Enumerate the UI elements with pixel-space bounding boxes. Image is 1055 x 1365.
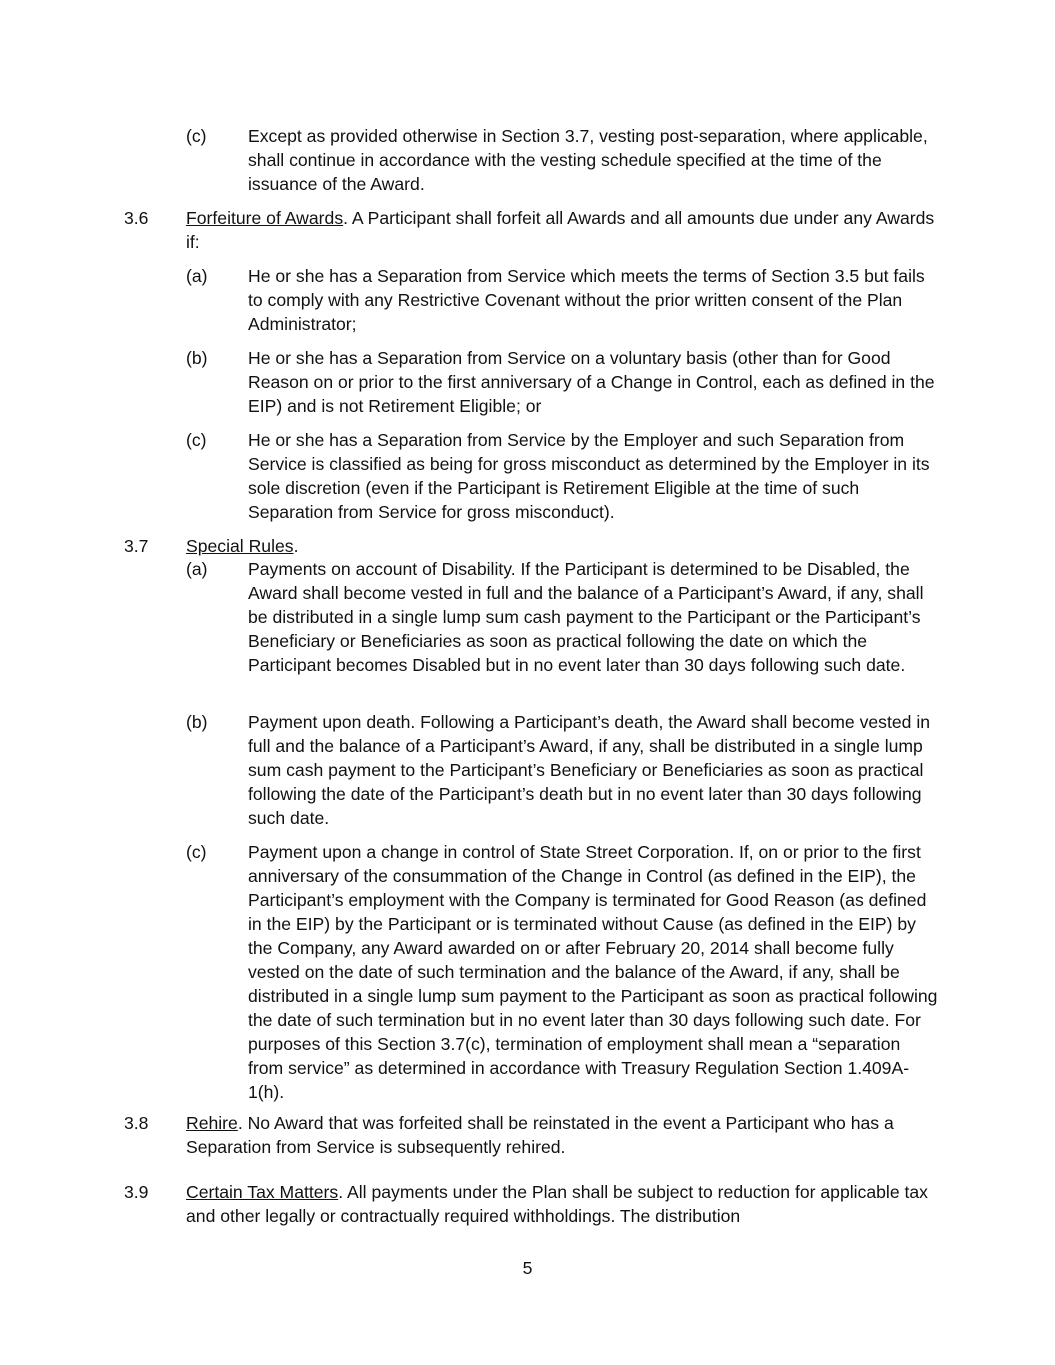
- section-text: [186, 534, 936, 558]
- clause-text: He or she has a Separation from Service which meets the terms of Section 3.5 but fails to comply with any Restrictive Covenant without the prior written consent of the Plan Administrator;: [248, 266, 925, 334]
- section-body: . All payments under the Plan shall be subject to reduction for applicable tax and other legally or contractually required withholdings. The distribution: [186, 1182, 928, 1226]
- section-text: [186, 1180, 936, 1228]
- section-number: 3.9: [124, 1182, 149, 1202]
- clause-label: (c): [186, 842, 207, 862]
- section-text: [186, 206, 936, 254]
- clause-text: He or she has a Separation from Service by the Employer and such Separation from Service is classified as being for gross misconduct as determined by the Employer in its sole discretion (even if the Participant is Retirement Eligible at the time of such Separation from Service for gross misconduct).: [248, 430, 930, 522]
- section-heading: Forfeiture of Awards: [186, 208, 344, 228]
- clause-label: (a): [186, 559, 208, 579]
- section-heading: Certain Tax Matters: [186, 1182, 339, 1202]
- clause-text: Payment upon a change in control of State Street Corporation. If, on or prior to the first anniversary of the consummation of the Change in Control (as defined in the EIP), the Participant’s employment with the Company is terminated for Good Reason (as defined in the EIP) by the Participant or is terminated without Cause (as defined in the EIP) by the Company, any Award awarded on or after February 20, 2014 shall become fully vested on the date of such termination and the balance of the Award, if any, shall be distributed in a single lump sum payment to the Participant as soon as practical following the date of such termination but in no event later than 30 days following such date. For purposes of this Section 3.7(c), termination of employment shall mean a “separation from service” as determined in accordance with Treasury Regulation Section 1.409A-1(h).: [248, 842, 938, 1102]
- section-heading: Rehire: [186, 1113, 238, 1133]
- clause-label: (b): [186, 348, 208, 368]
- clause-text: Except as provided otherwise in Section 3.7, vesting post-separation, where applicable, shall continue in accordance with the vesting schedule specified at the time of the issuance of the Award.: [248, 126, 928, 194]
- clause-text: Payment upon death. Following a Participant’s death, the Award shall become vested in full and the balance of a Participant’s Award, if any, shall be distributed in a single lump sum cash payment to the Participant’s Beneficiary or Beneficiaries as soon as practical following the date of the Participant’s death but in no event later than 30 days following such date.: [248, 712, 931, 828]
- page-number: 5: [522, 1258, 533, 1278]
- clause-label: (c): [186, 126, 207, 146]
- section-body: . No Award that was forfeited shall be reinstated in the event a Participant who has a Separation from Service is subsequently rehired.: [186, 1113, 894, 1157]
- section-text: [186, 1111, 936, 1159]
- section-heading: Special Rules: [186, 536, 294, 556]
- clause-text: Payments on account of Disability. If the Participant is determined to be Disabled, the Award shall become vested in full and the balance of a Participant’s Award, if any, shall be distributed in a single lump sum cash payment to the Participant or the Participant’s Beneficiary or Beneficiaries as soon as practical following the date on which the Participant becomes Disabled but in no event later than 30 days following such date.: [248, 559, 924, 675]
- clause-label: (b): [186, 712, 208, 732]
- section-body: .: [293, 536, 299, 556]
- section-number: 3.7: [124, 536, 149, 556]
- section-body: . A Participant shall forfeit all Awards and all amounts due under any Awards if:: [186, 208, 935, 252]
- section-number: 3.8: [124, 1113, 149, 1133]
- clause-label: (c): [186, 430, 207, 450]
- section-number: 3.6: [124, 208, 149, 228]
- clause-label: (a): [186, 266, 208, 286]
- clause-text: He or she has a Separation from Service on a voluntary basis (other than for Good Reason on or prior to the first anniversary of a Change in Control, each as defined in the EIP) and is not Retirement Eligible; or: [248, 348, 935, 416]
